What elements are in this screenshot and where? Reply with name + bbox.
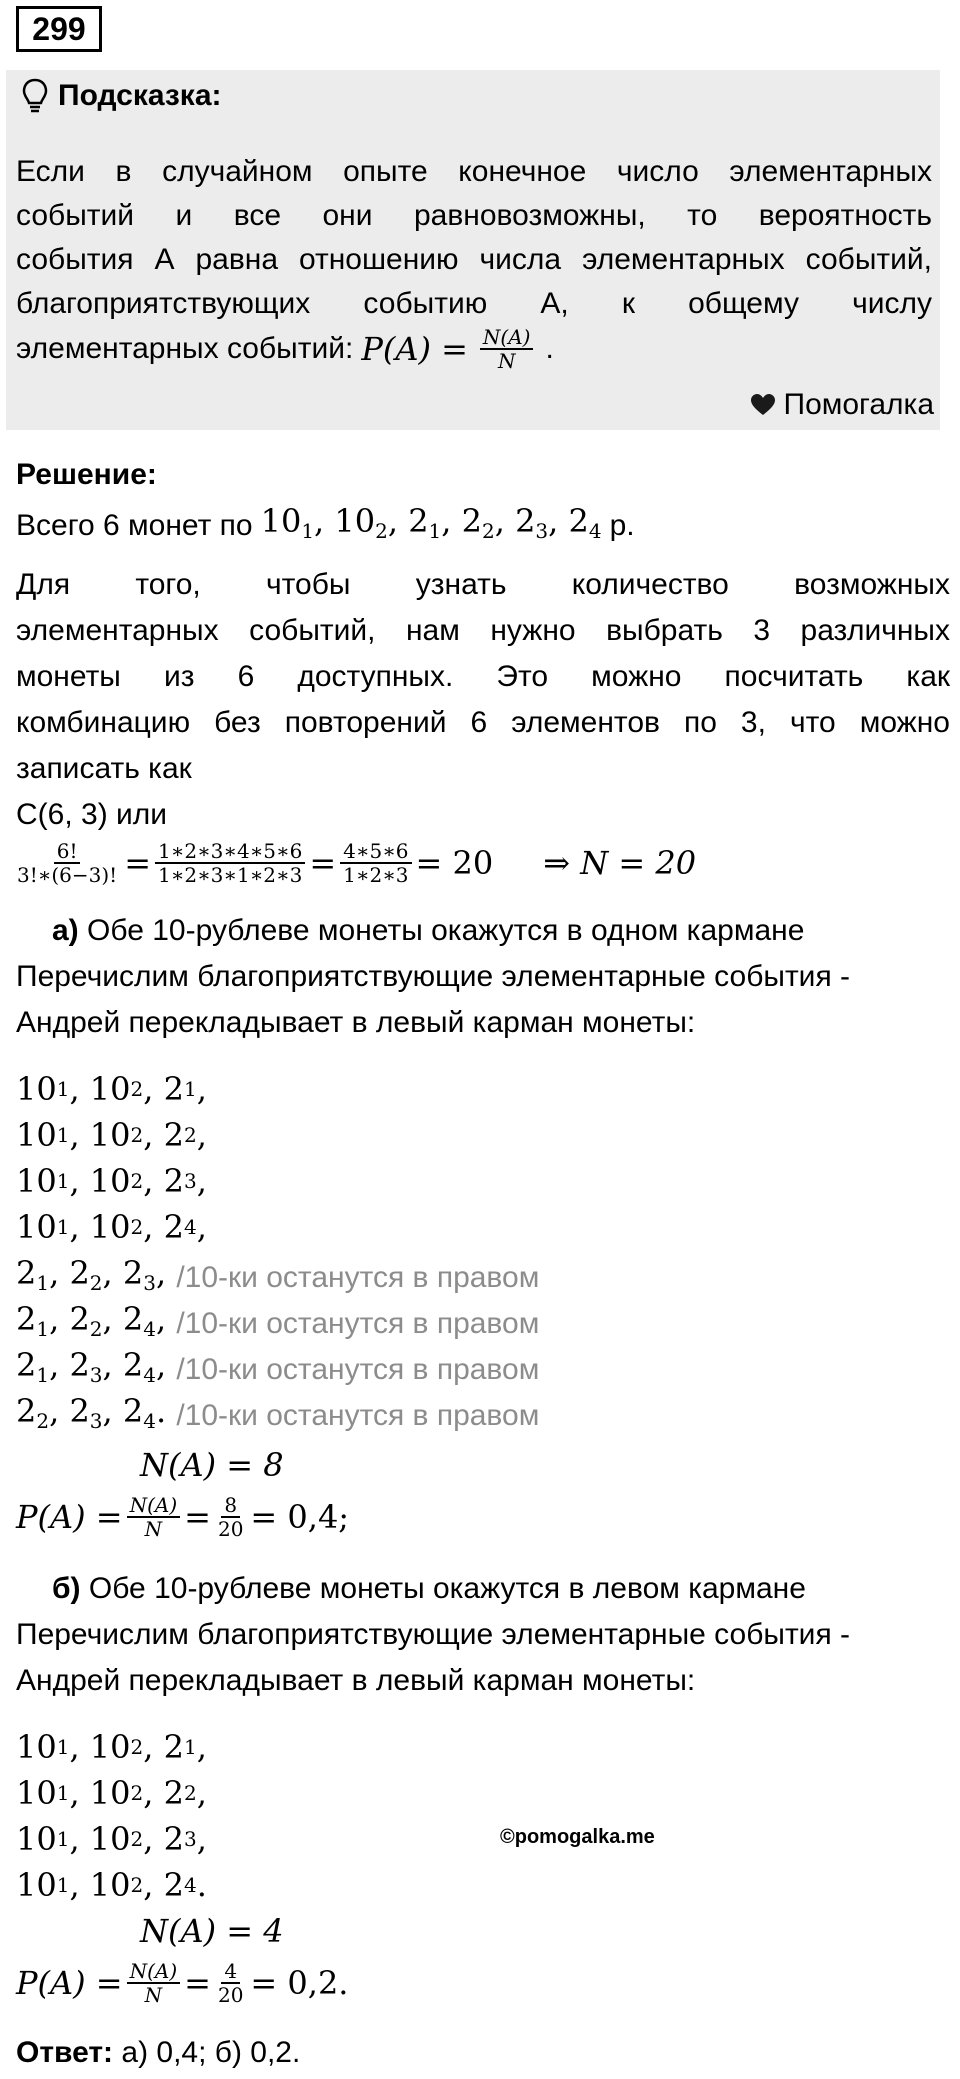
hint-frac-den: N <box>497 349 516 373</box>
para-line-1: Для того, чтобы узнать количество возможных <box>16 568 950 601</box>
hint-formula-lhs: P(A) = <box>361 330 468 368</box>
combo-f3-den: 1∗2∗3 <box>343 863 409 887</box>
part-a-probability: P(A) = $\frac{N(A)}{N}$ = $\frac{8}{20}$ = 0,4; <box>16 1493 350 1541</box>
hint-line-5 <box>16 326 932 372</box>
list-item: 10 1 , 10 2 , 2 2 , <box>16 1774 207 1812</box>
part-a-title-text: Обе 10-рублеве монеты окажутся в одном кармане <box>87 914 805 947</box>
para-line-3: монеты из 6 доступных. Это можно посчитать как <box>16 660 950 693</box>
part-b-frac-2-num: 4 <box>221 1960 240 1984</box>
list-item: $2_1$, $2_2$, $2_4$, /10-ки останутся в правом <box>16 1296 539 1352</box>
heart-icon <box>750 393 776 417</box>
part-b-probability: P(A) = $\frac{N(A)}{N}$ = $\frac{4}{20}$ = 0,2. <box>16 1959 349 2007</box>
part-a-line-2: Андрей перекладывает в левый карман монеты: <box>16 1006 696 1039</box>
hint-line-3: события А равна отношению числа элементарных событий, <box>16 243 932 276</box>
hint-line-1: Если в случайном опыте конечное число элементарных <box>16 155 932 188</box>
coins-list: $10_1$, $10_2$, $2_1$, $2_2$, $2_3$, $2_4$ <box>260 502 602 543</box>
part-a-result: = 0,4; <box>250 1498 350 1536</box>
part-b-frac-2 <box>215 1960 246 2006</box>
note-text: /10-ки останутся в правом <box>176 1353 540 1386</box>
part-a-frac-2-num: 8 <box>221 1494 240 1518</box>
watermark: ©pomogalka.me <box>500 1826 655 1848</box>
hint-title: Подсказка: <box>58 79 222 112</box>
list-item: 10 1 , 10 2 , 2 1 , <box>16 1728 207 1766</box>
list-item: 10 1 , 10 2 , 2 3 , <box>16 1820 207 1858</box>
list-item: $2_1$, $2_2$, $2_3$, /10-ки останутся в правом <box>16 1250 539 1306</box>
answer-text: а) 0,4; б) 0,2. <box>121 2036 301 2069</box>
list-item: $2_1$, $2_3$, $2_4$, /10-ки останутся в правом <box>16 1342 539 1398</box>
combo-f1-num: 6! <box>54 840 81 864</box>
part-b-p-lhs: P(A) = <box>16 1964 123 2002</box>
list-item: $2_2$, $2_3$, $2_4$. /10-ки останутся в правом <box>16 1388 539 1444</box>
solution-heading: Решение: <box>16 458 157 491</box>
part-a-n-value: N(A) = 8 <box>140 1446 284 1484</box>
hint-last-text: элементарных событий: <box>16 332 354 365</box>
part-b-label: б) <box>52 1572 81 1605</box>
combo-implies: ⇒ N = 20 <box>543 844 697 882</box>
list-item: 10 1 , 10 2 , 2 1 , <box>16 1070 207 1108</box>
combination-formula: $\frac{6!}{3!∗(6-3)!}$ = $\frac{1∗2∗3∗4∗5∗6}{1∗2∗3∗1∗2∗3}$ = $\frac{4∗5∗6}{1∗2∗3}$ = 20 ⇒ N = 20 <box>10 840 696 886</box>
part-b-frac-1-num: N(A) <box>127 1960 181 1984</box>
lightbulb-icon <box>22 78 48 114</box>
brand-label <box>750 388 935 422</box>
combo-f3-num: 4∗5∗6 <box>340 840 411 864</box>
answer-label: Ответ: <box>16 2036 114 2069</box>
hint-line-4: благоприятствующих событию А, к общему числу <box>16 287 932 320</box>
part-a-line-1: Перечислим благоприятствующие элементарные события - <box>16 960 851 993</box>
hint-header <box>22 78 222 114</box>
coins-prefix: Всего 6 монет по <box>16 509 253 542</box>
combo-f2-den: 1∗2∗3∗1∗2∗3 <box>158 863 303 887</box>
para-line-5: записать как <box>16 752 192 785</box>
para-line-2: элементарных событий, нам нужно выбрать 3 различных <box>16 614 950 647</box>
part-a-label: а) <box>52 914 79 947</box>
hint-formula-end: . <box>545 332 554 365</box>
part-b-frac-1-den: N <box>144 1983 163 2007</box>
hint-text <box>16 150 932 372</box>
list-item: 10 1 , 10 2 , 2 4 . <box>16 1866 207 1904</box>
combo-f1-den: 3!∗(6−3)! <box>17 863 118 887</box>
part-a-frac-1-num: N(A) <box>127 1494 181 1518</box>
part-b-title-text: Обе 10-рублеве монеты окажутся в левом кармане <box>88 1572 806 1605</box>
hint-frac-num: N(A) <box>480 326 534 350</box>
part-a-title <box>52 908 804 954</box>
part-b-line-2: Андрей перекладывает в левый карман монеты: <box>16 1664 696 1697</box>
note-text: /10-ки останутся в правом <box>176 1307 540 1340</box>
combo-frac-3 <box>340 840 411 886</box>
hint-line-2: событий и все они равновозможны, то вероятность <box>16 199 932 232</box>
part-b-title <box>52 1566 806 1612</box>
combo-result: = 20 <box>415 844 494 882</box>
part-b-result: = 0,2. <box>250 1964 349 2002</box>
list-item: 10 1 , 10 2 , 2 4 , <box>16 1208 207 1246</box>
list-item: 10 1 , 10 2 , 2 2 , <box>16 1116 207 1154</box>
coins-suffix: р. <box>609 509 635 542</box>
part-b-line-1: Перечислим благоприятствующие элементарные события - <box>16 1618 851 1651</box>
part-a-frac-2-den: 20 <box>217 1517 244 1541</box>
c-line: C(6, 3) или <box>16 798 168 831</box>
coins-line <box>16 498 635 554</box>
part-a-frac-1-den: N <box>144 1517 163 1541</box>
problem-number: 299 <box>16 6 102 52</box>
part-b-frac-1 <box>127 1960 181 2006</box>
part-a-frac-1 <box>127 1494 181 1540</box>
combo-frac-2 <box>155 840 305 886</box>
part-b-frac-2-den: 20 <box>217 1983 244 2007</box>
note-text: /10-ки останутся в правом <box>176 1399 540 1432</box>
part-b-n-value: N(A) = 4 <box>140 1912 284 1950</box>
list-item: 10 1 , 10 2 , 2 3 , <box>16 1162 207 1200</box>
combo-f2-num: 1∗2∗3∗4∗5∗6 <box>155 840 305 864</box>
combo-frac-1 <box>14 840 120 886</box>
part-a-p-lhs: P(A) = <box>16 1498 123 1536</box>
brand-text: Помогалка <box>783 388 934 421</box>
note-text: /10-ки останутся в правом <box>176 1261 540 1294</box>
hint-formula-fraction <box>480 326 534 372</box>
para-line-4: комбинацию без повторений 6 элементов по 3, что можно <box>16 706 950 739</box>
answer-line <box>16 2030 300 2076</box>
part-a-frac-2 <box>215 1494 246 1540</box>
